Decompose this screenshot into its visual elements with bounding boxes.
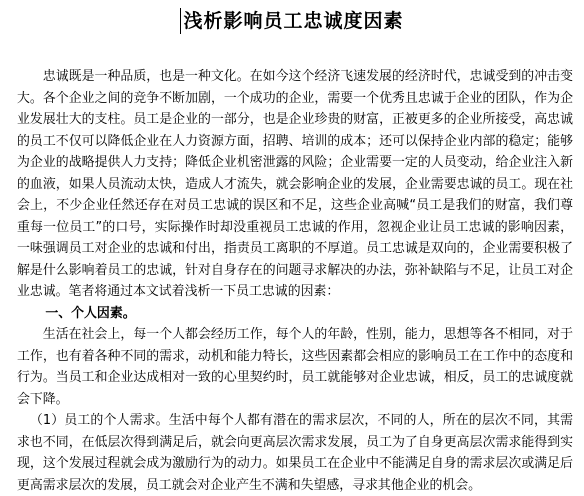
document-title: 浅析影响员工忠诚度因素 xyxy=(180,8,403,34)
section-paragraph: 生活在社会上，每一个人都会经历工作，每个人的年龄，性别，能力，思想等各不相同，对于工作，也有着各种不同的需求，动机和能力特长，这些因素都会相应的影响员工在工作中的态度和行为。当员工和企业达成相对一致的心里契约时，员工就能够对企业忠诚，相反，员工的忠诚度就会下降。 xyxy=(17,327,573,407)
title-wrap xyxy=(0,8,584,34)
intro-paragraph: 忠诚既是一种品质，也是一种文化。在如今这个经济飞速发展的经济时代，忠诚受到的冲击变大。各个企业之间的竞争不断加剧，一个成功的企业，需要一个优秀且忠诚于企业的团队，作为企业发展壮大的支柱。员工是企业的一部分，也是企业珍贵的财富，正被更多的企业所接受，高忠诚的员工不仅可以降低企业在人力资源方面，招聘、培训的成本；还可以保持企业内部的稳定；能够为企业的战略提供人力支持；降低企业机密泄露的风险；企业需要一定的人员变动，给企业注入新的血液，如果人员流动太快，造成人才流失，就会影响企业的发展，企业需要忠诚的员工。现在社会上，不少企业任然还存在对员工忠诚的误区和不足，这些企业高喊“员工是我们的财富，我们尊重每一位员工”的口号，实际操作时却没重视员工忠诚的作用，忽视企业让员工忠诚的影响因素，一味强调员工对企业的忠诚和付出，指责员工离职的不厚道。员工忠诚是双向的，企业需要积极了解是什么影响着员工的忠诚，针对自身存在的问题寻求解决的办法，弥补缺陷与不足，让员工对企业忠诚。笔者将通过本文试着浅析一下员工忠诚的因素： xyxy=(17,69,573,299)
document-body xyxy=(17,66,573,496)
list-item-paragraph: （1）员工的个人需求。生活中每个人都有潜在的需求层次，不同的人，所在的层次不同，其需求也不同，在低层次得到满足后，就会向更高层次需求发展，员工为了自身更高层次需求能得到实现，这个发展过程就会成为激励行为的动力。如果员工在企业中不能满足自身的需求层次或满足后更高需求层次的发展，员工就会对企业产生不满和失望感，寻求其他企业的机会。 xyxy=(17,413,573,493)
section-heading: 一、个人因素。 xyxy=(45,305,136,321)
